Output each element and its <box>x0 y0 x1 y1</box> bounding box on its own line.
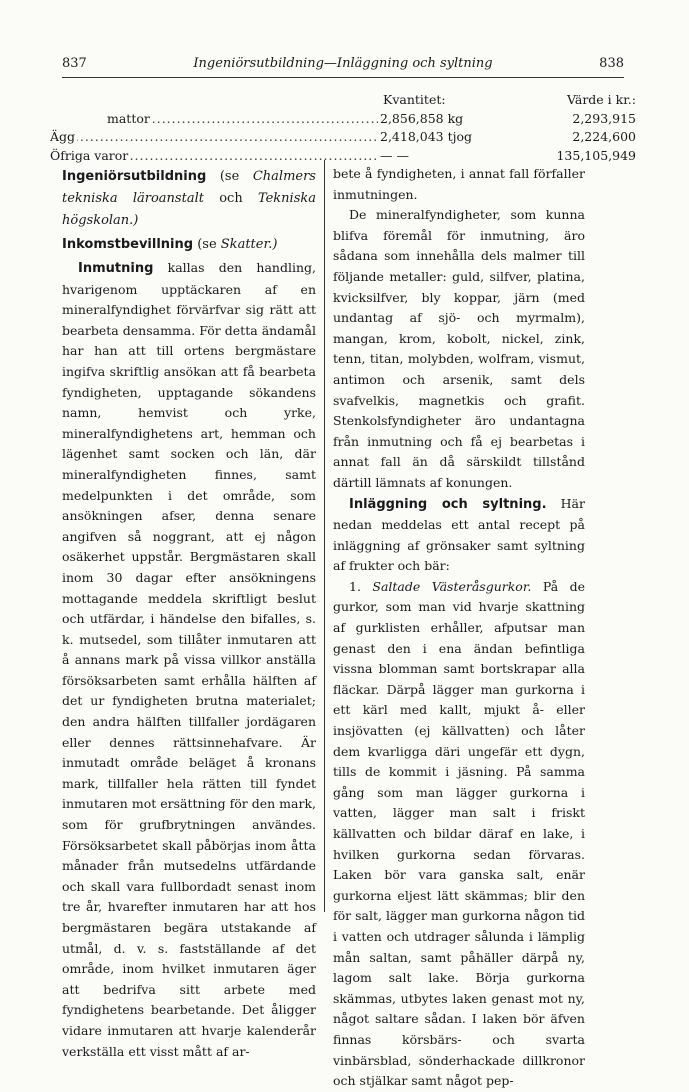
entry-inmutning: Inmutning kallas den handling, hvarigenom upptäckaren af en mineralfyndighet förvärfvar sig rätt att bearbeta densamma. För detta ändamål har han att till ortens bergmästare ingifva skriftlig ansökan att få bearbeta fyndigheten, upptagande sökandens namn, hemvist och yrke, mineralfyndighetens art, hemman och lägenhet samt socken och län, där mineralfyndigheten finnes, samt medelpunkten i det område, som ansökningen afser, denna senare angifven så noggrant, att ej någon osäkerhet uppstår. Bergmästaren skall inom 30 dagar efter ansökningens mottagande meddela skriftligt beslut och utfärdar, i händelse den bifalles, s. k. mutsedel, som tillåter inmutaren att å annans mark på vissa villkor anställa försöksarbeten samt erhålla hälften af det ur fyndigheten brutna materialet; den andra hälften tillfaller jordägaren eller dennes rättsinnehafvare. Är inmutadt område beläget å kronans mark, tillfaller hela rätten till fyndet inmutaren mot ersättning för den mark, som för grufbrytningen användes. Försöksarbetet skall påbörjas inom åtta månader från mutsedelns utfärdande och skall vara fullbordadt senast inom tre år, hvarefter inmutaren har att hos bergmästaren begära utstakande af utmål, d. v. s. fastställande af det område, inom hvilket inmutaren äger att bedrifva sitt arbete med fyndighetens bearbetande. Det åligger vidare inmutaren att hvarje kalenderår verkställa ett visst mått af ar- <box>62 260 316 1059</box>
row-value: 135,105,949 <box>556 147 636 163</box>
recipe-item: 1. Saltade Västeråsgurkor. På de gurkor, som man vid hvarje skattning af gurklisten erhåller, afputsar man genast den i ena ändan befintliga vissna blomman samt bortskrapar alla fläckar. Därpå lägger man gurkorna i ett kärl med kallt, mjukt å- eller insjövatten (ej källvatten) och låter dem kvarligga däri ungefär ett dygn, tills de kommit i jäsning. På samma gång som man lägger gurkorna i vatten, lägger man salt i friskt källvatten och bildar däraf en lake, i hvilken gurkorna sedan förvaras. Laken bör vara ganska salt, enär gurkorna eljest lätt skämmas; blir den för salt, lägger man gurkorna någon tid i vatten och utdrager sålunda i lämplig mån saltan, samt påhäller därpå ny, lagom salt lake. Börja gurkorna skämmas, utbytes laken genast mot ny, något saltare sådan. I laken bör äfven finnas körsbärs- och svarta vinbärsblad, sönderhackade dillkronor och stjälkar samt något pep- <box>333 578 585 1089</box>
row-label: mattor ..... <box>107 111 378 126</box>
table-row <box>50 111 636 130</box>
row-value: 2,293,915 <box>572 110 636 126</box>
left-column <box>62 166 316 1062</box>
page-number-right: 838 <box>599 56 624 71</box>
right-column <box>333 164 585 1092</box>
row-quantity: — — <box>380 147 409 163</box>
col-value-header: Värde i kr.: <box>566 92 636 107</box>
row-label: Öfriga varor ..... <box>50 148 378 163</box>
entry-ingeniorsutbildning: Ingeniörsutbildning (se Chalmers tekniska läroanstalt och Tekniska högskolan.) <box>62 169 317 228</box>
column-divider <box>324 160 325 912</box>
col-quantity-header: Kvantitet: <box>383 92 446 107</box>
table-row <box>50 129 636 148</box>
running-header <box>62 56 624 76</box>
entry-inlaggning: Inläggning och syltning. Här nedan meddelas ett antal recept på inläggning af grönsaker samt syltning af frukter och bär: <box>333 495 585 574</box>
statistics-table <box>50 92 636 166</box>
table-header-row <box>50 92 636 111</box>
running-title: Ingeniörsutbildning—Inläggning och syltning <box>193 56 493 71</box>
row-value: 2,224,600 <box>572 129 636 144</box>
row-quantity: 2,418,043 tjog <box>380 129 473 144</box>
entry-inkomstbevillning: Inkomstbevillning (se Skatter.) <box>62 237 278 252</box>
page-number-left: 837 <box>62 56 87 71</box>
header-rule <box>62 77 624 78</box>
row-quantity: 2,856,858 kg <box>380 110 464 126</box>
paragraph: bete å fyndigheten, i annat fall förfaller inmutningen. <box>333 166 585 202</box>
row-label: Ägg ..... <box>50 129 378 144</box>
paragraph: De mineralfyndigheter, som kunna blifva föremål för inmutning, äro sådana som innehålla dels malmer till följande metaller: guld, silfver, platina, kvicksilfver, bly koppar, järn (med undantag af sjö- och myrmalm), mangan, krom, kobolt, nickel, zink, tenn, titan, molybden, wolfram, vismut, antimon och arsenik, samt dels svafvelkis, magnetkis och grafit. Stenkolsfyndigheter äro undantagna från inmutning och få ej bearbetas i annat fall än då särskildt tillstånd därtill lämnats af konungen. <box>333 207 585 490</box>
